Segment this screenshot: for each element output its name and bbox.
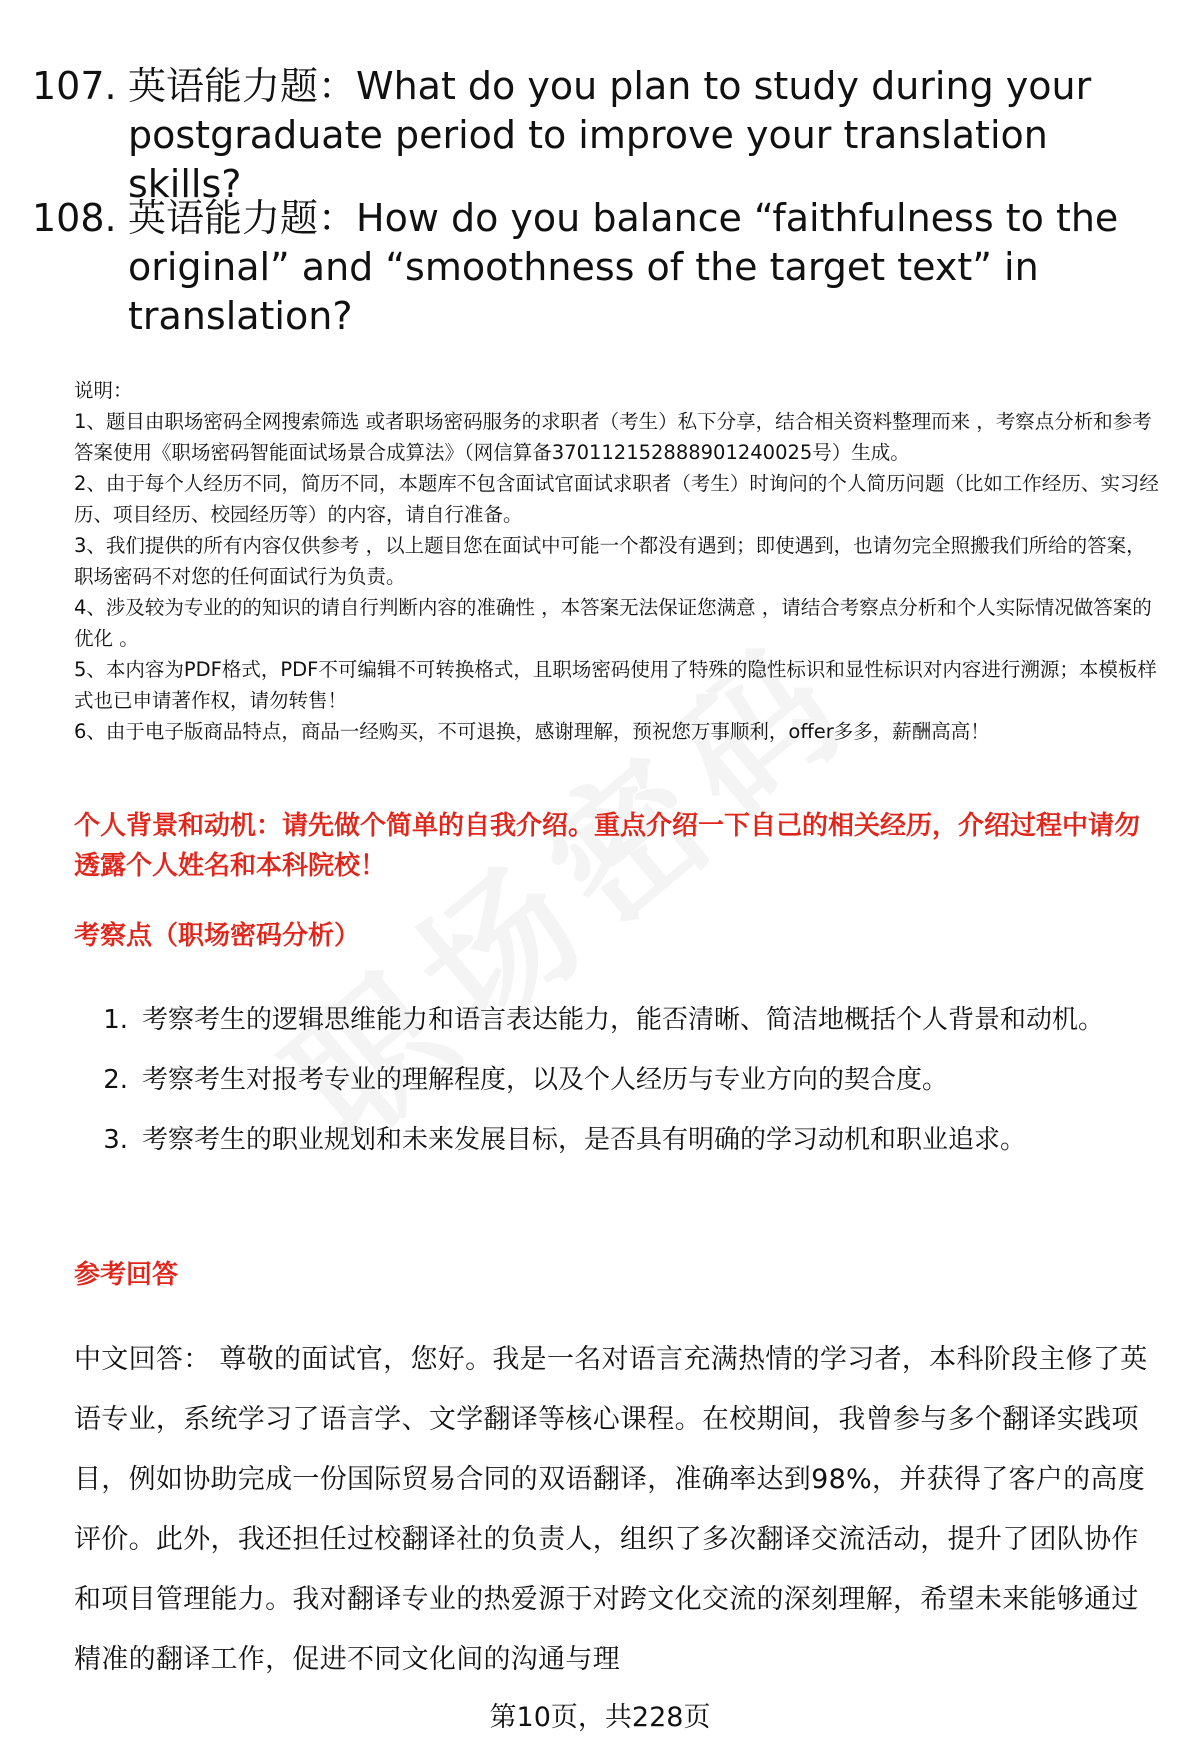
question-text: 英语能力题：How do you balance “faithfulness to the original” and “smoothness of the target text” in translation?	[128, 196, 1119, 338]
note-item: 5、本内容为PDF格式，PDF不可编辑不可转换格式，且职场密码使用了特殊的隐性标识和显性标识对内容进行溯源；本模板样式也已申请著作权，请勿转售！	[74, 658, 1157, 712]
list-item-number: 1.	[103, 1005, 128, 1035]
notes-title: 说明：	[74, 379, 133, 402]
question-108	[32, 194, 1162, 341]
list-item-number: 3.	[103, 1125, 128, 1155]
intro-question-heading: 个人背景和动机：请先做个简单的自我介绍。重点介绍一下自己的相关经历，介绍过程中请勿透露个人姓名和本科院校！	[74, 811, 1141, 881]
reference-answer-heading: 参考回答	[74, 1260, 179, 1290]
note-item: 4、涉及较为专业的的知识的请自行判断内容的准确性 ，本答案无法保证您满意 ，请结合考察点分析和个人实际情况做答案的优化 。	[74, 596, 1152, 650]
list-item-text: 考察考生的逻辑思维能力和语言表达能力，能否清晰、简洁地概括个人背景和动机。	[142, 1005, 1105, 1035]
reference-answer-text: 中文回答： 尊敬的面试官，您好。我是一名对语言充满热情的学习者，本科阶段主修了英语专业，系统学习了语言学、文学翻译等核心课程。在校期间，我曾参与多个翻译实践项目，例如协助完成一份国际贸易合同的双语翻译，准确率达到98%，并获得了客户的高度评价。此外，我还担任过校翻译社的负责人，组织了多次翻译交流活动，提升了团队协作和项目管理能力。我对翻译专业的热爱源于对跨文化交流的深刻理解，希望未来能够通过精准的翻译工作，促进不同文化间的沟通与理	[74, 1344, 1148, 1675]
note-item: 3、我们提供的所有内容仅供参考 ，以上题目您在面试中可能一个都没有遇到；即使遇到，也请勿完全照搬我们所给的答案，职场密码不对您的任何面试行为负责。	[74, 534, 1146, 588]
list-item-text: 考察考生的职业规划和未来发展目标，是否具有明确的学习动机和职业追求。	[142, 1125, 1027, 1155]
question-107	[32, 62, 1162, 209]
analysis-points-list	[74, 990, 1164, 1170]
question-number: 107.	[32, 64, 117, 108]
list-item	[74, 1110, 1164, 1170]
list-item-number: 2.	[103, 1065, 128, 1095]
question-number: 108.	[32, 196, 117, 240]
question-text: 英语能力题：What do you plan to study during your postgraduate period to improve your translation skills?	[128, 64, 1092, 206]
analysis-points-heading: 考察点（职场密码分析）	[74, 921, 361, 951]
page-footer: 第10页，共228页	[489, 1702, 711, 1733]
note-item: 2、由于每个人经历不同，简历不同，本题库不包含面试官面试求职者（考生）时询问的个人简历问题（比如工作经历、实习经历、项目经历、校园经历等）的内容，请自行准备。	[74, 472, 1159, 526]
note-item: 1、题目由职场密码全网搜索筛选 或者职场密码服务的求职者（考生）私下分享，结合相关资料整理而来 ，考察点分析和参考答案使用《职场密码智能面试场景合成算法》（网信算备370112152888901240025号）生成。	[74, 410, 1152, 464]
list-item-text: 考察考生对报考专业的理解程度，以及个人经历与专业方向的契合度。	[142, 1065, 949, 1095]
note-item: 6、由于电子版商品特点，商品一经购买，不可退换，感谢理解，预祝您万事顺利，offer多多，薪酬高高！	[74, 720, 990, 743]
list-item	[74, 990, 1164, 1050]
notes-section	[74, 375, 1164, 747]
list-item	[74, 1050, 1164, 1110]
